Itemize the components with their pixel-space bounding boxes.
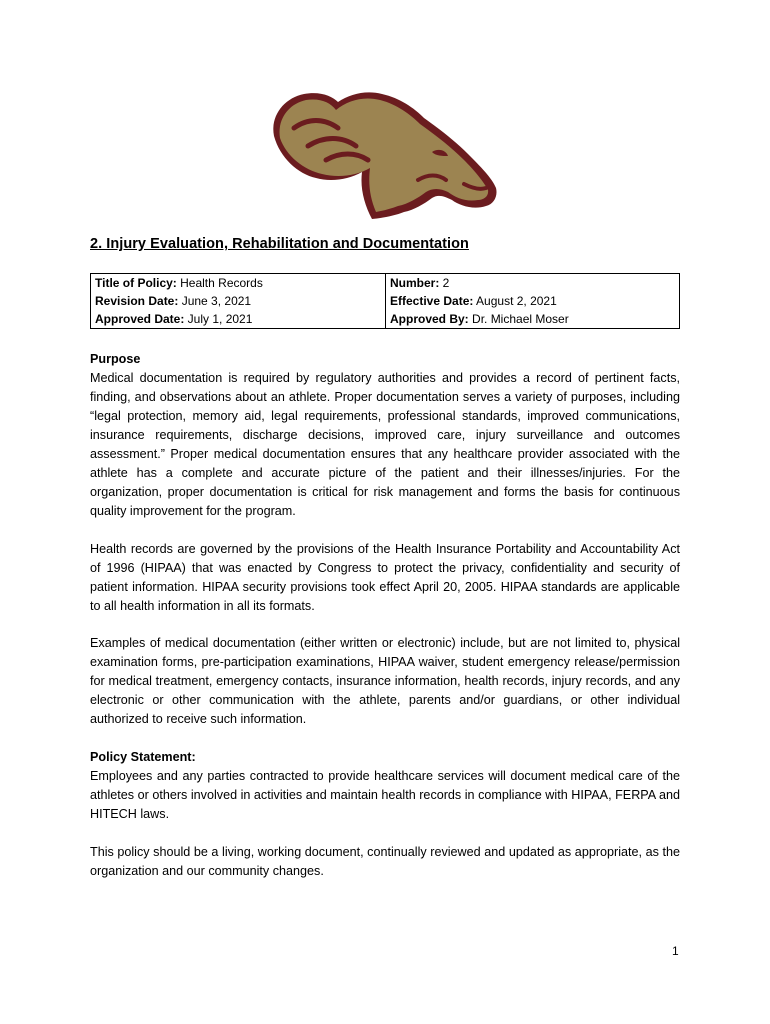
- living-document-section: [90, 843, 680, 881]
- policy-right-cell: [386, 274, 680, 329]
- hipaa-section: [90, 540, 680, 616]
- purpose-paragraph-1: Medical documentation is required by regulatory authorities and provides a record of pertinent facts, finding, and observations about an athlete. Proper documentation serves a variety of purposes, including “legal protection, memory aid, legal requirements, professional standards, improved communications, insurance requirements, discharge decisions, improved care, injury surveillance and outcomes assessment.” Proper medical documentation ensures that any healthcare provider associated with the athlete has a complete and accurate picture of the patient and their illnesses/injuries. For the organization, proper documentation is critical for risk management and forms the basis for continuous quality improvement for the program.: [90, 371, 680, 518]
- revision-date-value: June 3, 2021: [178, 294, 252, 308]
- purpose-title: Purpose: [90, 352, 141, 366]
- purpose-section: [90, 350, 680, 521]
- logo-fill: [280, 98, 489, 212]
- approved-date-label: Approved Date:: [95, 312, 185, 326]
- policy-statement-title: Policy Statement:: [90, 750, 196, 764]
- revision-date-label: Revision Date:: [95, 294, 179, 308]
- revision-date-line: [95, 292, 385, 310]
- policy-statement-paragraph-2: This policy should be a living, working document, continually reviewed and updated as appropriate, as the organization and our community changes.: [90, 845, 680, 878]
- section-heading: 2. Injury Evaluation, Rehabilitation and Documentation: [90, 236, 469, 252]
- purpose-paragraph-3: Examples of medical documentation (either written or electronic) include, but are not limited to, physical examination forms, pre-participation examinations, HIPAA waiver, student emergency release/permission for medical treatment, emergency contacts, insurance information, health records, injury records, and any electronic or other communication with the athlete, parents and/or guardians, or other individual authorized to receive such information.: [90, 636, 680, 726]
- bronco-horse-head-icon: [268, 88, 500, 220]
- examples-section: [90, 634, 680, 729]
- policy-left-cell: [91, 274, 386, 329]
- number-value: 2: [439, 276, 450, 290]
- title-of-policy-label: Title of Policy:: [95, 276, 177, 290]
- policy-statement-paragraph-1: Employees and any parties contracted to provide healthcare services will document medical care of the athletes or others involved in activities and maintain health records in compliance with HIPAA, FERPA and HITECH laws.: [90, 769, 680, 821]
- effective-date-line: [390, 292, 679, 310]
- title-of-policy-line: [95, 274, 385, 292]
- effective-date-value: August 2, 2021: [473, 294, 557, 308]
- effective-date-label: Effective Date:: [390, 294, 474, 308]
- approved-date-line: [95, 310, 385, 328]
- page-number: 1: [672, 944, 679, 958]
- title-of-policy-value: Health Records: [176, 276, 263, 290]
- number-label: Number:: [390, 276, 440, 290]
- approved-by-value: Dr. Michael Moser: [468, 312, 569, 326]
- approved-by-line: [390, 310, 679, 328]
- policy-info-table: [90, 273, 680, 329]
- approved-by-label: Approved By:: [390, 312, 469, 326]
- approved-date-value: July 1, 2021: [184, 312, 253, 326]
- policy-statement-section: [90, 748, 680, 824]
- purpose-paragraph-2: Health records are governed by the provisions of the Health Insurance Portability and Accountability Act of 1996 (HIPAA) that was enacted by Congress to protect the privacy, confidentiality and security of patient information. HIPAA security provisions took effect April 20, 2005. HIPAA standards are applicable to all health information in all its formats.: [90, 542, 680, 613]
- number-line: [390, 274, 679, 292]
